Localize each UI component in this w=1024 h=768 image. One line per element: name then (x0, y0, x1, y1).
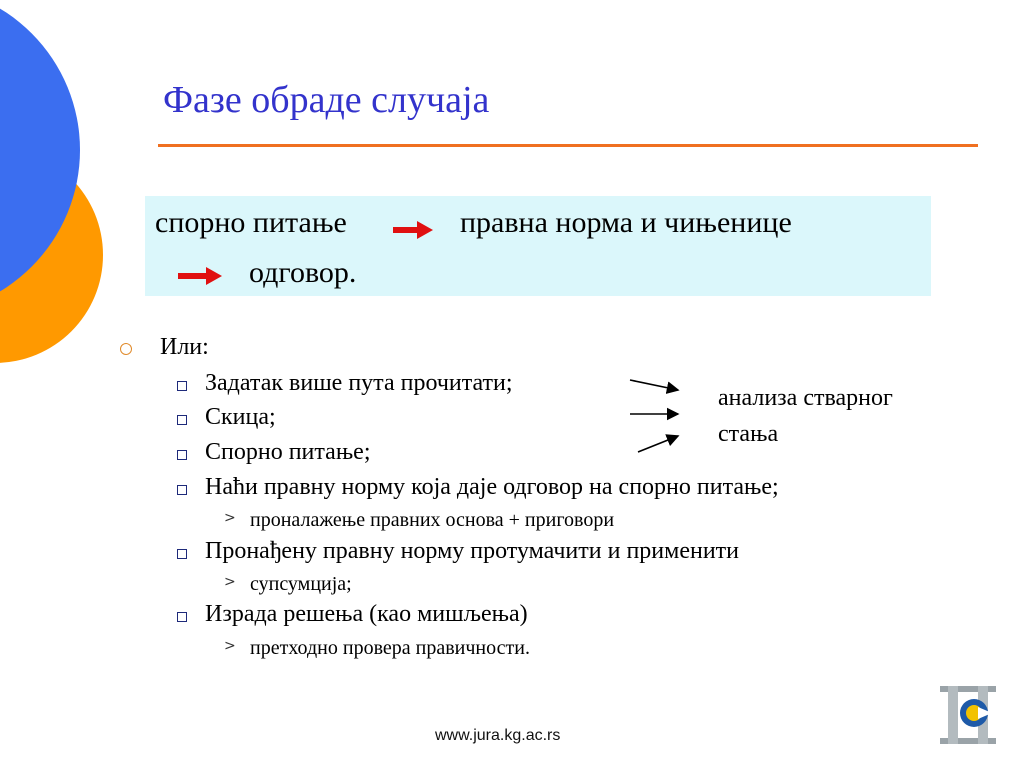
square-bullet-icon (177, 450, 187, 460)
red-arrow-icon (393, 220, 433, 240)
list-item-text: Пронађену правну норму протумачити и применити (205, 538, 739, 564)
slide-title: Фазе обраде случаја (163, 79, 490, 121)
converging-arrows (628, 372, 688, 458)
box-answer-text: одговор. (249, 256, 357, 289)
square-bullet-icon (177, 381, 187, 391)
square-bullet-icon (177, 415, 187, 425)
list-item-text: Спорно питање; (205, 439, 371, 465)
box-norm-text: правна норма и чињенице (460, 206, 792, 239)
list-item-text: Наћи правну норму која даје одговор на спорно питање; (205, 474, 779, 500)
highlight-box (145, 196, 931, 296)
list-intro: Или: (160, 334, 209, 360)
arrow-line-icon (630, 380, 678, 390)
list-item-text: Израда решења (као мишљења) (205, 601, 528, 627)
red-arrow-icon (178, 266, 222, 286)
circle-bullet-icon (120, 343, 132, 355)
box-question-text: спорно питање (155, 206, 347, 239)
footer-url: www.jura.kg.ac.rs (435, 727, 561, 744)
list-item-text: Скица; (205, 404, 276, 430)
square-bullet-icon (177, 549, 187, 559)
list-item-text: супсумција; (250, 573, 352, 595)
faculty-logo-icon (938, 683, 1002, 747)
chevron-right-icon: > (224, 510, 236, 526)
list-item-text: Задатак више пута прочитати; (205, 370, 513, 396)
square-bullet-icon (177, 612, 187, 622)
side-note-line2: стања (718, 421, 779, 447)
list-item-text: проналажење правних основа + приговори (250, 509, 615, 531)
arrow-line-icon (638, 436, 678, 452)
title-divider (158, 144, 978, 147)
square-bullet-icon (177, 485, 187, 495)
list-item-text: претходно провера правичности. (250, 637, 530, 659)
chevron-right-icon: > (224, 638, 236, 654)
chevron-right-icon: > (224, 574, 236, 590)
side-note-line1: анализа стварног (718, 385, 893, 411)
decorative-circles (0, 0, 120, 380)
